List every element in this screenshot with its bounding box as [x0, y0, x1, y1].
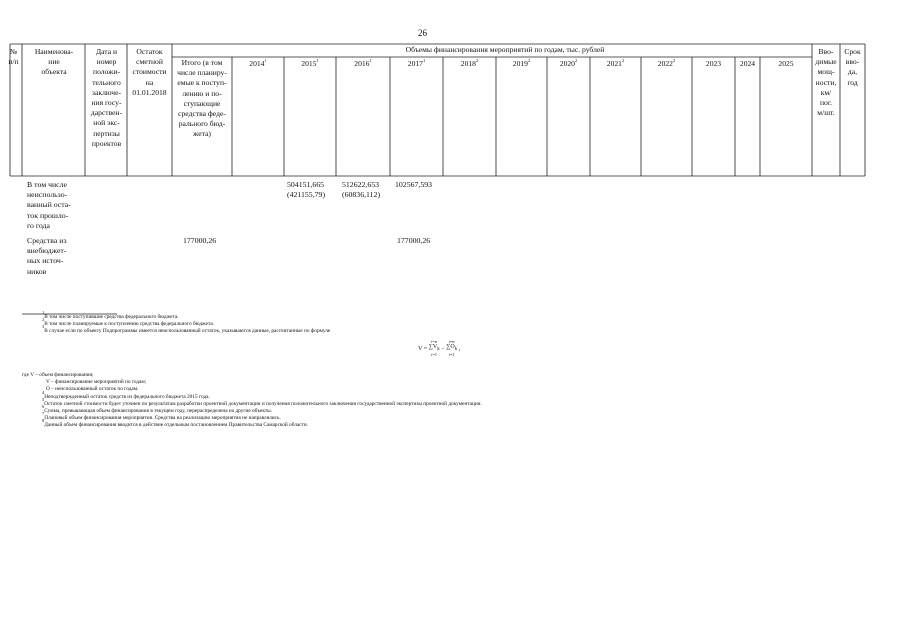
- footnote-1: $^1$В том числе поступившие средства федерального бюджета.: [42, 310, 179, 320]
- header-year-2023: 2023: [705, 59, 722, 68]
- footnote-2: $^2$В том числе планируемые к поступлению средства федерального бюджета.: [42, 317, 215, 327]
- row-extrabudget-total: 177000,26: [183, 236, 217, 245]
- row-unused-balance-2016: 512622,653 (60836,112): [342, 180, 381, 200]
- footnote-7: $^7$Плановый объем финансирования мероприятия. Средства на реализацию мероприятия не направлялись.: [42, 411, 281, 421]
- header-year-2016: 2016$^1$: [354, 59, 372, 68]
- formula: V = i=n $\sum V_k$ i=1 − i=n $\sum O_k$ i=1 ,: [418, 339, 461, 357]
- header-volumes-title: Объемы финансирования мероприятий по годам, тыс. рублей: [405, 45, 605, 54]
- header-year-2022: 2022$^2$: [657, 59, 676, 68]
- header-term: Срок вво- да, год: [844, 47, 861, 87]
- footnote-3: $^3$В случае если по объекту Подпрограммы имеется неиспользованный остаток, указываются данные, рассчитанные по формуле: [42, 324, 331, 334]
- header-year-2021: 2021$^2$: [606, 59, 625, 68]
- row-unused-balance-2017: 102567,593: [395, 180, 433, 189]
- header-year-2018: 2018$^2$: [460, 59, 479, 68]
- header-year-2015: 2015$^1$: [301, 59, 319, 68]
- row-extrabudget-2017: 177000,26: [397, 236, 431, 245]
- header-year-2024: 2024: [739, 59, 756, 68]
- row-unused-balance-label: В том числе неиспользо- ванный оста- ток прошло- го года: [27, 180, 71, 230]
- footnote-6: $^6$Сумма, превышающая объем финансирования в текущем году, перераспределена на другие объекты.: [42, 404, 273, 414]
- header-total: Итого (в том числе планиру- емые к поступ- лению и по- ступающие средства феде- рального бюд- жета): [177, 58, 227, 139]
- header-year-2025: 2025: [778, 59, 794, 68]
- footnote-5: $^5$Остаток сметной стоимости будет уточнен по результатам разработки проектной документации и получения положительного заключения государственной экспертизы проектной документации.: [42, 397, 482, 407]
- header-year-2017: 2017$^1$: [407, 59, 426, 68]
- header-remaining-cost: Остаток сметной стоимости на 01.01.2018: [132, 47, 167, 97]
- row-unused-balance-2015: 504151,665 (421155,79): [287, 180, 326, 200]
- header-year-2019: 2019$^2$: [512, 59, 531, 68]
- header-expertise: Дата и номер положи- тельного заключе- ния госу- дарствен- ной экс- пертизы проектов: [90, 47, 123, 148]
- header-year-2014: 2014$^1$: [249, 59, 267, 68]
- row-extrabudget-label: Средства из внебюджет- ных источ- ников: [27, 236, 67, 276]
- page-number: 26: [418, 28, 427, 38]
- header-number: № п/п: [8, 47, 19, 67]
- header-object-name: Наименова- ние объекта: [34, 47, 74, 77]
- where-ok: O – неиспользованный остаток по годам.: [46, 386, 139, 392]
- footnote-8: $^8$Данный объем финансирования вводится в действие отдельным постановлением Правительства Самарской области.: [42, 418, 309, 428]
- header-year-2020: 2020$^2$: [559, 59, 578, 68]
- footnote-4: $^4$Неподтвержденный остаток средств из федерального бюджета 2015 года.: [42, 390, 210, 400]
- where-vk: V – финансирование мероприятий по годам;: [46, 379, 147, 385]
- header-capacity: Вво- димые мощ- ности, км/ пог. м/шт.: [815, 47, 837, 118]
- where-v: где V – объем финансирования;: [22, 372, 94, 378]
